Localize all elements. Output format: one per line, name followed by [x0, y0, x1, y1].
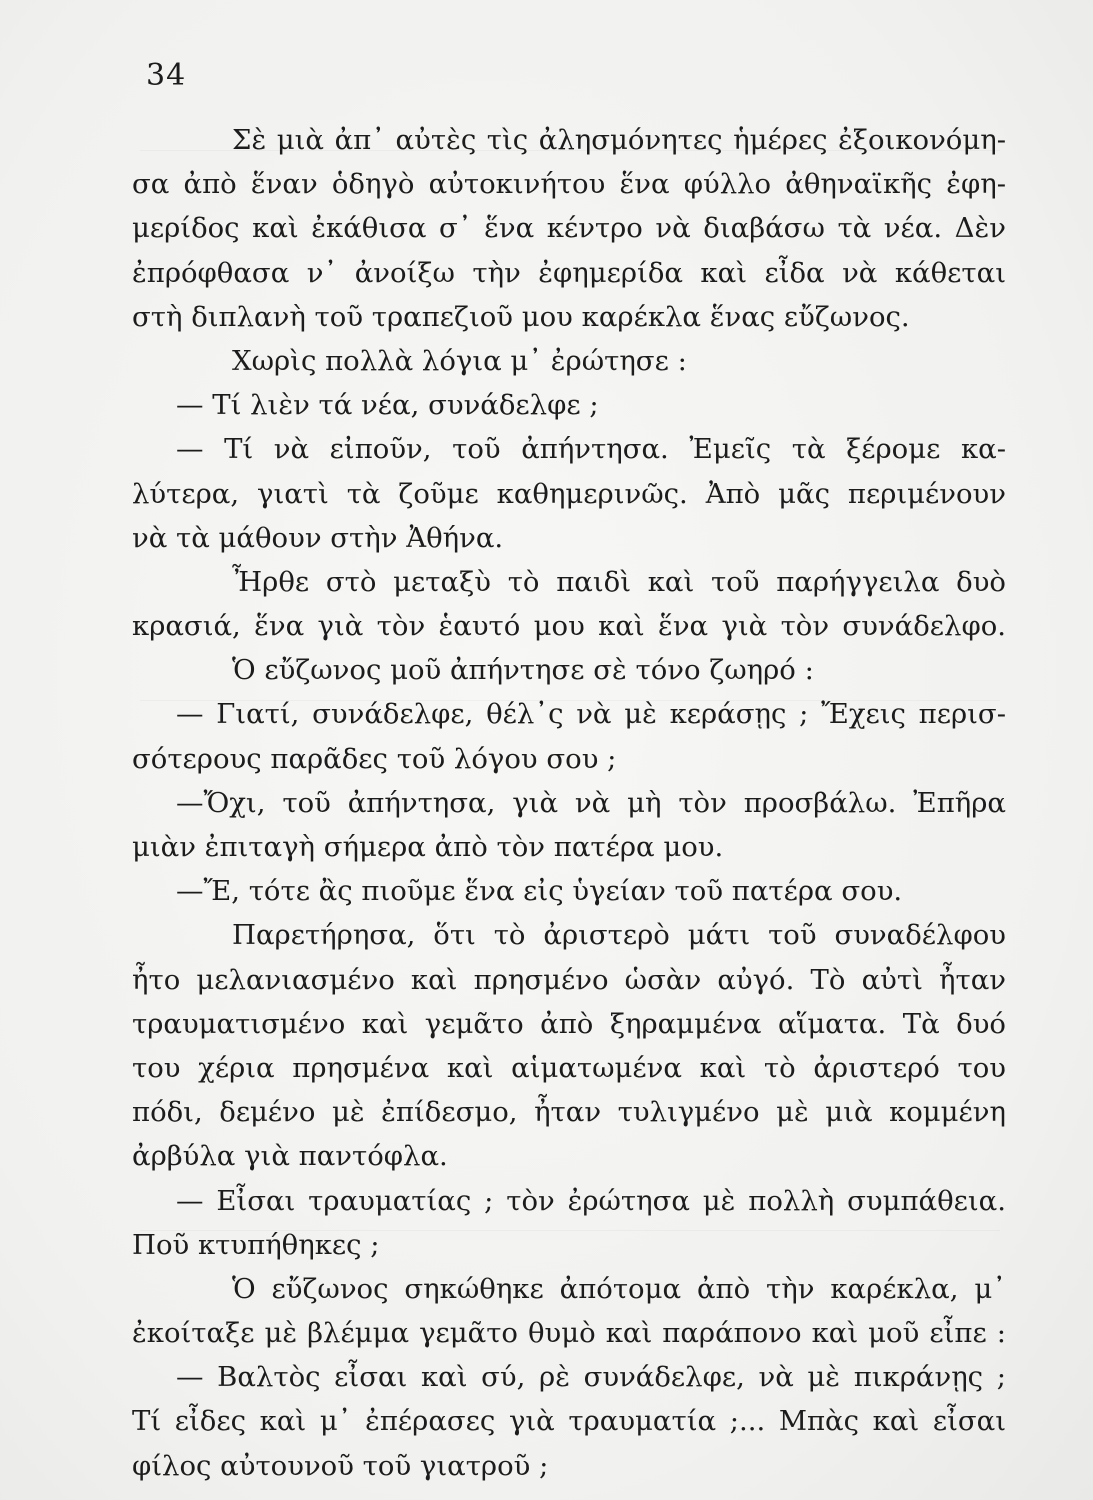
text-line: Σὲ μιὰ ἀπ᾽ αὐτὲς τὶς ἀλησμόνητες ἡμέρες ἐξοικονόμη-: [232, 124, 1006, 156]
text-line: νὰ τὰ μάθουν στὴν Ἀθήνα.: [132, 521, 504, 554]
text-line: τραυματισμένο καὶ γεμᾶτο ἀπὸ ξηραμμένα αἵματα. Τὰ δυό: [132, 1007, 1006, 1040]
text-line: πόδι, δεμένο μὲ ἐπίδεσμο, ἦταν τυλιγμένο μὲ μιὰ κομμένη: [132, 1096, 1006, 1129]
text-line: ἦτο μελανιασμένο καὶ πρησμένο ὡσὰν αὐγό. Τὸ αὐτὶ ἦταν: [132, 963, 1006, 996]
text-line: Παρετήρησα, ὅτι τὸ ἀριστερὸ μάτι τοῦ συναδέλφου: [232, 919, 1006, 952]
text-line: Ἦρθε στὸ μεταξὺ τὸ παιδὶ καὶ τοῦ παρήγγειλα δυὸ: [232, 565, 1006, 598]
text-line: στὴ διπλανὴ τοῦ τραπεζιοῦ μου καρέκλα ἕνας εὔζωνος.: [132, 300, 910, 333]
text-line: Ποῦ κτυπήθηκες ;: [132, 1228, 380, 1261]
text-line: Χωρὶς πολλὰ λόγια μ᾽ ἐρώτησε :: [232, 344, 687, 377]
text-line: σότερους παρᾶδες τοῦ λόγου σου ;: [132, 742, 617, 775]
text-line: κρασιά, ἕνα γιὰ τὸν ἑαυτό μου καὶ ἕνα γιὰ τὸν συνάδελφο.: [132, 610, 1006, 643]
text-line: ἐκοίταξε μὲ βλέμμα γεμᾶτο θυμὸ καὶ παράπονο καὶ μοῦ εἶπε :: [132, 1317, 1006, 1350]
text-line: —Ὄχι, τοῦ ἀπήντησα, γιὰ νὰ μὴ τὸν προσβάλω. Ἐπῆρα: [176, 786, 1006, 819]
text-line: λύτερα, γιατὶ τὰ ζοῦμε καθημερινῶς. Ἀπὸ μᾶς περιμένουν: [132, 477, 1006, 510]
text-line: Τί εἶδες καὶ μ᾽ ἐπέρασες γιὰ τραυματία ;... Μπὰς καὶ εἶσαι: [132, 1405, 1006, 1438]
text-line: του χέρια πρησμένα καὶ αἱματωμένα καὶ τὸ ἀριστερό του: [132, 1051, 1006, 1084]
text-line: σα ἀπὸ ἕναν ὁδηγὸ αὐτοκινήτου ἕνα φύλλο ἀθηναϊκῆς ἐφη-: [132, 168, 1006, 201]
text-line: μερίδος καὶ ἐκάθισα σ᾽ ἕνα κέντρο νὰ διαβάσω τὰ νέα. Δὲν: [132, 212, 1006, 245]
text-line: — Γιατί, συνάδελφε, θέλ᾽ς νὰ μὲ κεράσῃς ; Ἔχεις περισ-: [176, 698, 1006, 731]
text-line: —Ἔ, τότε ἂς πιοῦμε ἕνα εἰς ὑγείαν τοῦ πατέρα σου.: [176, 875, 903, 908]
text-line: — Τί λιὲν τά νέα, συνάδελφε ;: [176, 389, 599, 422]
text-line: μιὰν ἐπιταγὴ σήμερα ἀπὸ τὸν πατέρα μου.: [132, 831, 724, 863]
page-number: 34: [146, 58, 187, 93]
text-line: — Εἶσαι τραυματίας ; τὸν ἐρώτησα μὲ πολλὴ συμπάθεια.: [176, 1184, 1006, 1217]
text-line: — Βαλτὸς εἶσαι καὶ σύ, ρὲ συνάδελφε, νὰ μὲ πικράνῃς ;: [176, 1361, 1006, 1394]
text-line: φίλος αὐτουνοῦ τοῦ γιατροῦ ;: [132, 1449, 549, 1482]
text-line: ἐπρόφθασα ν᾽ ἀνοίξω τὴν ἐφημερίδα καὶ εἶδα νὰ κάθεται: [132, 256, 1006, 289]
text-line: Ὁ εὔζωνος μοῦ ἀπήντησε σὲ τόνο ζωηρό :: [232, 654, 814, 687]
text-line: Ὁ εὔζωνος σηκώθηκε ἀπότομα ἀπὸ τὴν καρέκλα, μ᾽: [232, 1272, 1006, 1305]
body-text: [132, 118, 1006, 1488]
text-line: — Τί νὰ εἰποῦν, τοῦ ἀπήντησα. Ἐμεῖς τὰ ξέρομε κα-: [176, 433, 1006, 466]
text-line: ἀρβύλα γιὰ παντόφλα.: [132, 1140, 448, 1173]
